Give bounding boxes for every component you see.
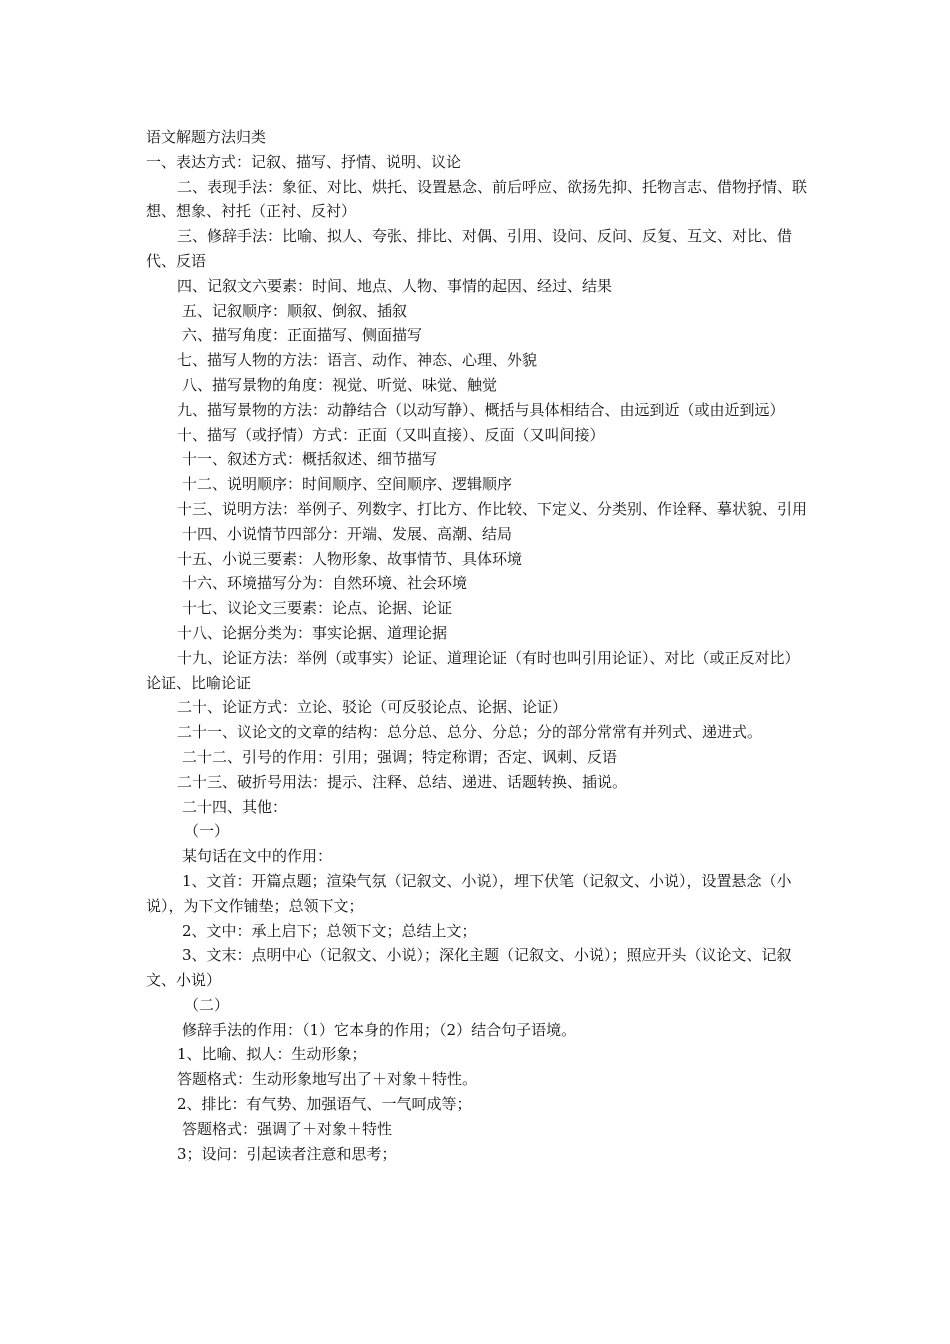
document-line: 答题格式：生动形象地写出了＋对象＋特性。	[177, 1070, 478, 1089]
document-line: 七、描写人物的方法：语言、动作、神态、心理、外貌	[177, 351, 538, 370]
document-line: 答题格式：强调了＋对象＋特性	[182, 1119, 393, 1138]
document-line: 六、描写角度：正面描写、侧面描写	[182, 326, 423, 345]
document-line: 十九、论证方法：举例（或事实）论证、道理论证（有时也叫引用论证）、对比（或正反对比）论证、比喻论证	[146, 648, 800, 692]
document-line: 修辞手法的作用：（1）它本身的作用；（2）结合句子语境。	[182, 1020, 577, 1039]
document-line: 3、文末：点明中心（记叙文、小说）；深化主题（记叙文、小说）；照应开头（议论文、记叙文、小说）	[146, 946, 792, 990]
document-line: 五、记叙顺序：顺叙、倒叙、插叙	[182, 301, 408, 320]
document-line: 1、比喻、拟人：生动形象；	[177, 1045, 367, 1064]
document-line: 3；设问：引起读者注意和思考；	[177, 1144, 397, 1163]
document-line: 十六、环境描写分为：自然环境、社会环境	[182, 574, 468, 593]
document-line: 一、表达方式：记叙、描写、抒情、说明、议论	[146, 152, 462, 171]
document-line: 十三、说明方法：举例子、列数字、打比方、作比较、下定义、分类别、作诠释、摹状貌、引用	[177, 499, 808, 518]
document-title: 语文解题方法归类	[146, 128, 267, 146]
document-line: 八、描写景物的角度：视觉、听觉、味觉、触觉	[182, 375, 498, 394]
document-line: 十八、论据分类为：事实论据、道理论据	[177, 623, 448, 642]
document-line: 九、描写景物的方法：动静结合（以动写静）、概括与具体相结合、由远到近（或由近到远）	[177, 400, 785, 419]
document-body	[146, 150, 814, 1167]
document-line: 十五、小说三要素：人物形象、故事情节、具体环境	[177, 549, 523, 568]
document-line: 二十二、引号的作用：引用；强调；特定称谓；否定、讽刺、反语	[182, 747, 618, 766]
document-line: 十七、议论文三要素：论点、论据、论证	[182, 599, 453, 618]
document-line: 十二、说明顺序：时间顺序、空间顺序、逻辑顺序	[182, 475, 513, 494]
document-line: 二十、论证方式：立论、驳论（可反驳论点、论据、论证）	[177, 698, 568, 717]
document-line: 三、修辞手法：比喻、拟人、夸张、排比、对偶、引用、设问、反问、反复、互文、对比、借代、反语	[146, 227, 793, 270]
document-line: 十一、叙述方式：概括叙述、细节描写	[182, 450, 438, 469]
document-line: 某句话在文中的作用：	[182, 847, 333, 866]
document-line: 二十三、破折号用法：提示、注释、总结、递进、话题转换、插说。	[177, 772, 628, 791]
document-line: 二十一、议论文的文章的结构：总分总、总分、分总；分的部分常常有并列式、递进式。	[177, 723, 763, 742]
document-line: 二十四、其他：	[182, 797, 288, 816]
document-line: （一）	[184, 822, 230, 841]
document-line: 十、描写（或抒情）方式：正面（又叫直接）、反面（又叫间接）	[177, 425, 605, 444]
document-line: 1、文首：开篇点题；渲染气氛（记叙文、小说），埋下伏笔（记叙文、小说），设置悬念（小说），为下文作铺垫；总领下文；	[146, 871, 792, 915]
document-page	[146, 125, 814, 1166]
document-line: 2、文中：承上启下；总领下文；总结上文；	[182, 921, 477, 940]
document-line: 2、排比：有气势、加强语气、一气呵成等；	[177, 1095, 472, 1114]
document-line: 十四、小说情节四部分：开端、发展、高潮、结局	[182, 524, 513, 543]
document-line: 二、表现手法：象征、对比、烘托、设置悬念、前后呼应、欲扬先抑、托物言志、借物抒情、联想、想象、衬托（正衬、反衬）	[146, 177, 808, 221]
document-line: （二）	[184, 995, 230, 1014]
document-line: 四、记叙文六要素：时间、地点、人物、事情的起因、经过、结果	[177, 276, 613, 295]
